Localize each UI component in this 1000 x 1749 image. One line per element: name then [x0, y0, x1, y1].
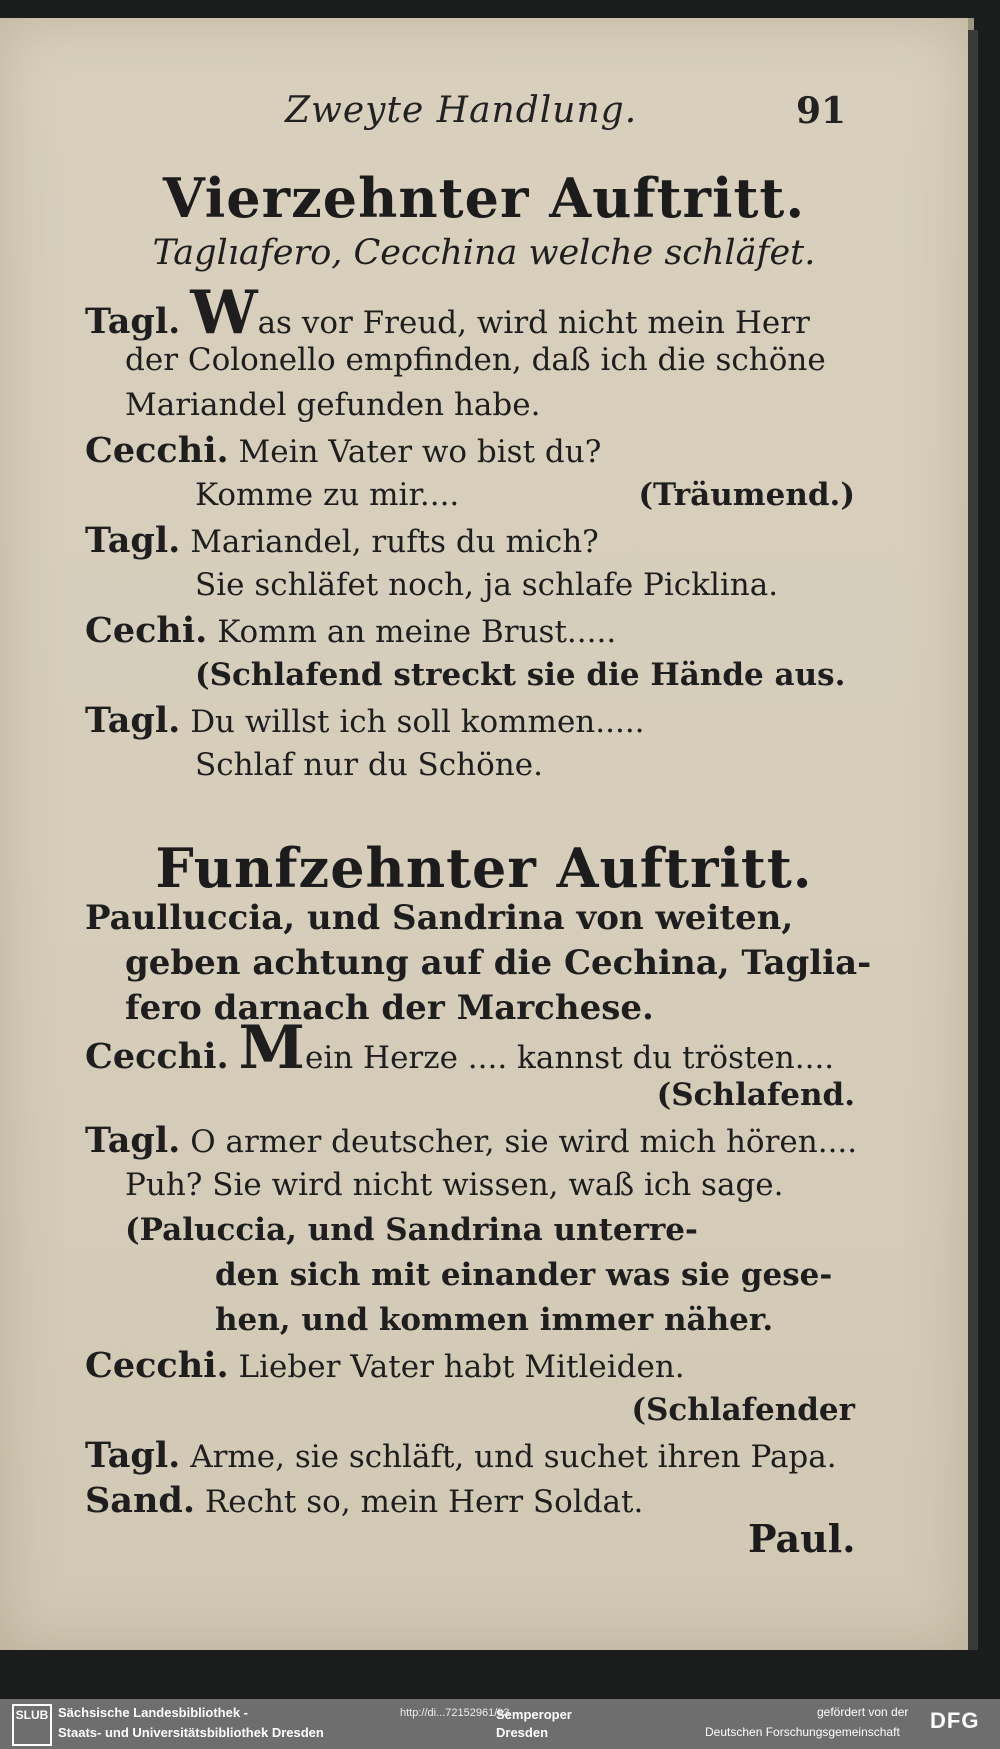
speaker-label: Cecchi.: [85, 1345, 229, 1386]
speaker-label: Cecchi.: [85, 1036, 229, 1077]
line-text: Mariandel, rufts du mich?: [190, 524, 599, 560]
line-text: Lieber Vater habt Mitleiden.: [238, 1349, 685, 1385]
speaker-label: Tagl.: [85, 301, 181, 342]
line-text: Sie schläfet noch, ja schlafe Picklina.: [195, 567, 779, 603]
dialogue-line: [85, 608, 855, 653]
dialogue-line: [85, 1298, 855, 1343]
dialogue-line: [85, 383, 855, 428]
line-text: Arme, sie schläft, und suchet ihren Papa.: [190, 1439, 837, 1475]
line-text: hen, und kommen immer näher.: [215, 1302, 774, 1338]
dialogue-line: [85, 653, 855, 698]
scene-14-cast: Taglıafero, Cecchina welche schläfet.: [152, 233, 816, 273]
page-edge: [968, 30, 978, 1650]
speaker-label: Tagl.: [85, 700, 181, 741]
line-text: Puh? Sie wird nicht wissen, waß ich sage.: [125, 1167, 784, 1203]
library-name-line1: Sächsische Landesbibliothek -: [58, 1705, 248, 1720]
line-text: O armer deutscher, sie wird mich hören....: [190, 1124, 858, 1160]
funding-line1: gefördert von der: [817, 1705, 909, 1719]
running-title: Zweyte Handlung.: [285, 90, 638, 131]
speaker-label: Sand.: [85, 1480, 196, 1521]
dialogue-line: [85, 743, 855, 788]
speaker-label: Tagl.: [85, 520, 181, 561]
running-head: [0, 90, 968, 140]
dialogue-line: [85, 473, 855, 518]
scene-15-heading: Funfzehnter Auftritt.: [155, 836, 813, 900]
line-text: ein Herze .... kannst du trösten....: [304, 1040, 835, 1076]
scene-14-dialogue: [85, 278, 855, 788]
library-name-line2: Staats- und Universitätsbibliothek Dresden: [58, 1725, 324, 1740]
funding-line2: Deutschen Forschungsgemeinschaft: [705, 1725, 900, 1739]
line-text: Mariandel gefunden habe.: [125, 387, 541, 423]
cast-line: fero darnach der Marchese.: [125, 988, 654, 1028]
dialogue-line: [85, 1118, 858, 1163]
stage-direction: (Träumend.): [638, 477, 855, 513]
dialogue-line: [85, 1343, 855, 1388]
line-text: Komme zu mir....: [195, 477, 460, 513]
speaker-label: Cechi.: [85, 610, 208, 651]
line-text: (Schlafend streckt sie die Hände aus.: [195, 657, 846, 693]
semperoper-line2: Dresden: [496, 1725, 549, 1740]
speaker-label: Cecchi.: [85, 430, 229, 471]
line-text: Schlaf nur du Schöne.: [195, 747, 543, 783]
dialogue-line: [85, 338, 855, 383]
page-number: 91: [796, 90, 847, 132]
dialogue-line: [85, 278, 855, 348]
dialogue-line: [85, 1433, 855, 1478]
line-text: Mein Vater wo bist du?: [238, 434, 602, 470]
dialogue-line: [85, 1013, 855, 1083]
slub-logo[interactable]: SLUB: [12, 1704, 52, 1746]
drop-cap: M: [238, 1013, 305, 1083]
dialogue-line: [85, 1208, 855, 1253]
stage-direction: (Schlafender: [631, 1392, 855, 1428]
permalink-url[interactable]: http://di...72152961/93: [400, 1707, 510, 1719]
dialogue-line: [85, 1253, 855, 1298]
dfg-logo[interactable]: DFG: [930, 1708, 980, 1733]
dialogue-line: [85, 563, 855, 608]
line-text: as vor Freud, wird nicht mein Herr: [257, 305, 810, 341]
drop-cap: W: [190, 278, 258, 348]
dialogue-line: [85, 1163, 855, 1208]
scene-14-heading: Vierzehnter Auftritt.: [162, 166, 806, 230]
footer-bar: [0, 1699, 1000, 1749]
line-text: Komm an meine Brust.....: [217, 614, 617, 650]
catchword: Paul.: [748, 1516, 856, 1561]
dialogue-line: [85, 698, 855, 743]
line-text: Du willst ich soll kommen.....: [190, 704, 645, 740]
stage-direction: (Schlafend.: [656, 1077, 855, 1113]
book-page: [0, 18, 974, 1650]
dialogue-line: [85, 1388, 855, 1433]
speaker-label: Tagl.: [85, 1120, 181, 1161]
line-text: der Colonello empfinden, daß ich die schöne: [125, 342, 826, 378]
dialogue-line: [85, 1478, 855, 1523]
line-text: den sich mit einander was sie gese-: [215, 1257, 833, 1293]
speaker-label: Tagl.: [85, 1435, 181, 1476]
scene-15-dialogue: [85, 1013, 858, 1523]
dialogue-line: [85, 518, 855, 563]
semperoper-line1: Semperoper: [496, 1707, 572, 1722]
cast-line: geben achtung auf die Cechina, Taglia-: [125, 943, 872, 983]
dialogue-line: [85, 428, 855, 473]
cast-line: Paulluccia, und Sandrina von weiten,: [85, 898, 794, 938]
dialogue-line: [85, 1073, 855, 1118]
scene-15-cast: [85, 896, 872, 1031]
line-text: (Paluccia, und Sandrina unterre-: [125, 1212, 698, 1248]
line-text: Recht so, mein Herr Soldat.: [204, 1484, 644, 1520]
